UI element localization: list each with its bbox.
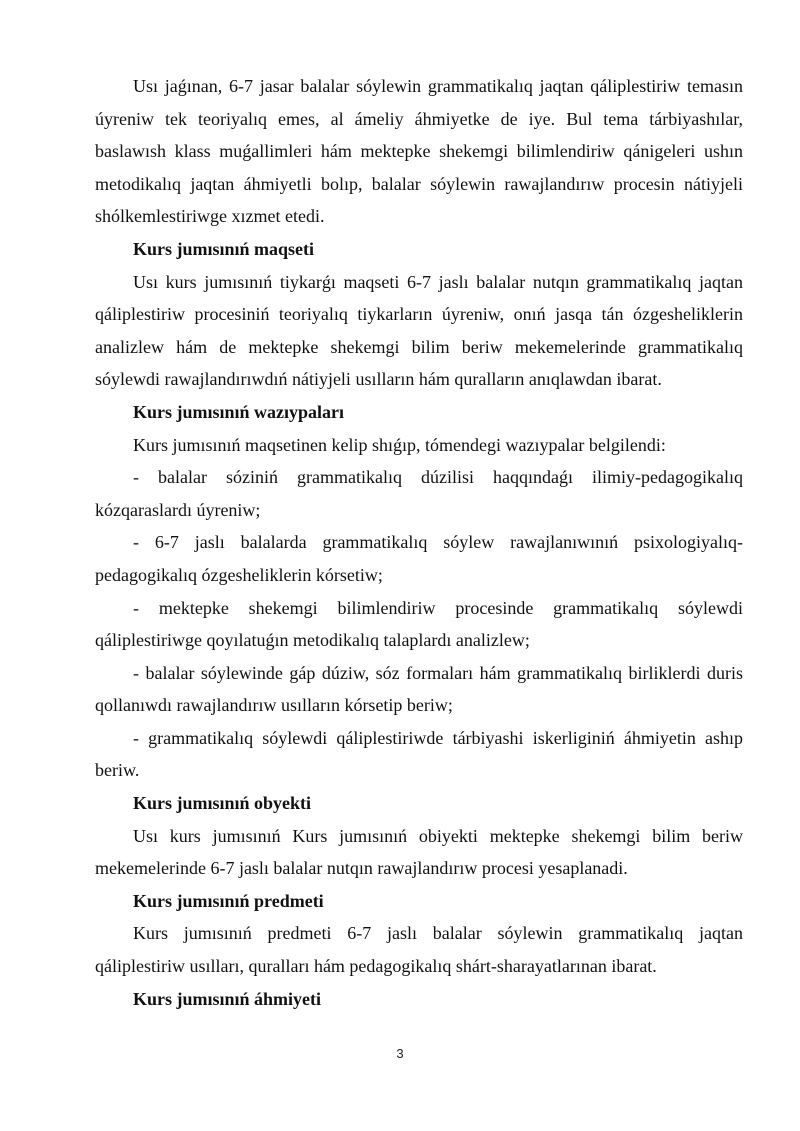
heading-subject: Kurs jumısınıń predmeti — [133, 890, 324, 911]
object-paragraph: Usı kurs jumısınıń Kurs jumısınıń obiyekti mektepke shekemgi bilim beriw mekemelerinde 6-7 jaslı balalar nutqın rawajlandırıw procesi yesaplanadi. — [95, 825, 743, 879]
heading-importance: Kurs jumısınıń áhmiyeti — [133, 988, 322, 1009]
intro-paragraph: Usı jaǵınan, 6-7 jasar balalar sóylewin grammatikalıq jaqtan qáliplestiriw temasın úyreniw tek teoriyalıq emes, al ámeliy áhmiyetke de iye. Bul tema tárbiyashılar, baslawısh klass muǵallimleri hám mektepke shekemgi bilimlendiriw qánigeleri ushın metodikalıq jaqtan áhmiyetli bolıp, balalar sóylewin rawajlandırıw procesin nátiyjeli shólkemlestiriwge xızmet etedi. — [95, 76, 743, 227]
heading-object: Kurs jumısınıń obyekti — [133, 793, 312, 814]
subject-paragraph: Kurs jumısınıń predmeti 6-7 jaslı balalar sóylewin grammatikalıq jaqtan qáliplestiriw usılları, quralları hám pedagogikalıq shárt-sharayatlarınan ibarat. — [95, 923, 743, 977]
heading-purpose: Kurs jumısınıń maqseti — [133, 238, 315, 259]
task-item-3: - mektepke shekemgi bilimlendiriw procesinde grammatikalıq sóylewdi qáliplestiriwge qoyılatuǵın metodikalıq talaplardı analizlew; — [95, 597, 743, 651]
heading-tasks: Kurs jumısınıń wazıypaları — [133, 401, 345, 422]
page-body — [95, 70, 743, 1015]
page-number: 3 — [396, 1046, 404, 1061]
task-item-4: - balalar sóylewinde gáp dúziw, sóz formaları hám grammatikalıq birliklerdi duris qollanıwdı rawajlandırıw usılların kórsetip beriw; — [95, 662, 743, 716]
task-item-1: - balalar sóziniń grammatikalıq dúzilisi haqqındaǵı ilimiy-pedagogikalıq kózqaraslardı úyreniw; — [95, 467, 743, 520]
task-item-2: - 6-7 jaslı balalarda grammatikalıq sóylew rawajlanıwınıń psixologiyalıq-pedagogikalıq ózgesheliklerin kórsetiw; — [95, 532, 743, 585]
task-item-5: - grammatikalıq sóylewdi qáliplestiriwde tárbiyashi iskerliginiń áhmiyetin ashıp beriw. — [95, 727, 743, 781]
purpose-paragraph: Usı kurs jumısınıń tiykarǵı maqseti 6-7 jaslı balalar nutqın grammatikalıq jaqtan qáliplestiriw procesiniń teoriyalıq tiykarların úyreniw, onıń jasqa tán ózgesheliklerin analizlew hám de mektepke shekemgi bilim beriw mekemelerinde grammatikalıq sóylewdi rawajlandırıwdıń nátiyjeli usılların hám quralların anıqlawdan ibarat. — [95, 271, 743, 390]
tasks-intro: Kurs jumısınıń maqsetinen kelip shıǵıp, tómendegi wazıypalar belgilendi: — [133, 434, 666, 455]
